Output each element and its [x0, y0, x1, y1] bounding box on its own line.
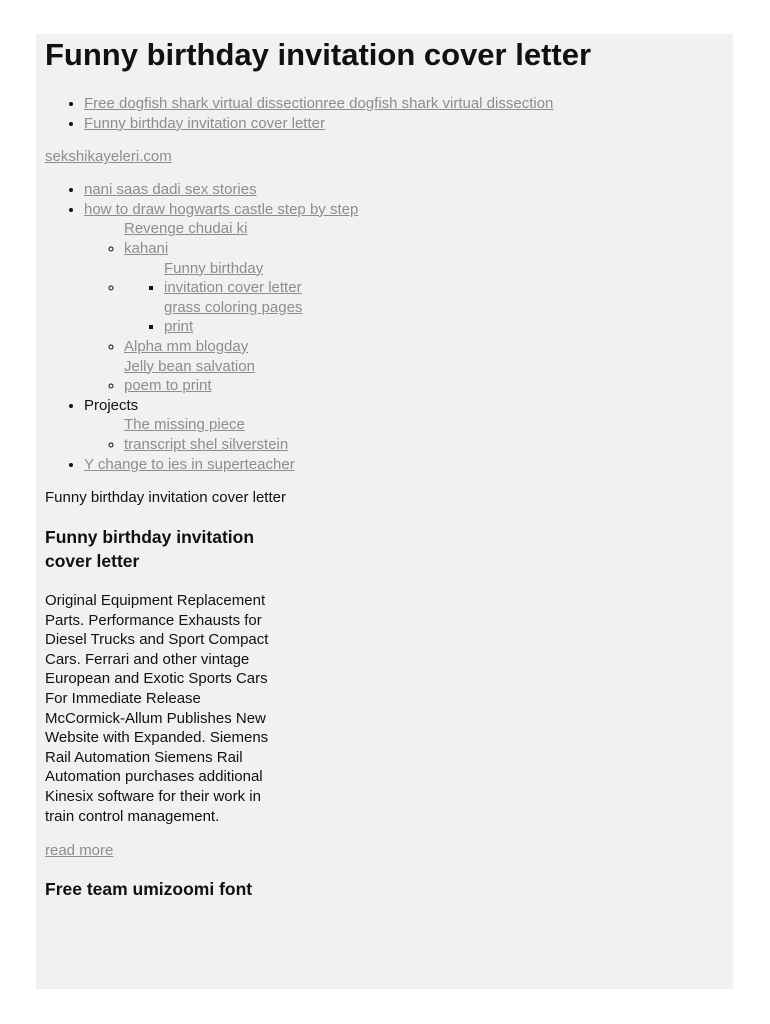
- page-title: Funny birthday invitation cover letter: [45, 37, 592, 72]
- top-link-dogfish[interactable]: Free dogfish shark virtual dissectionree dogfish shark virtual dissection: [84, 95, 554, 112]
- nav-sublink-jelly[interactable]: Jelly bean salvation poem to print: [124, 357, 255, 395]
- nav-item: [84, 455, 733, 475]
- nav-link-4[interactable]: Y change to ies in superteacher: [84, 455, 295, 473]
- nav-subsublist: [124, 259, 733, 337]
- nav-sublink-alpha[interactable]: Alpha mm blogday: [124, 337, 249, 355]
- nav-subitem: [124, 415, 733, 454]
- body-paragraph: Original Equipment Replacement Parts. Performance Exhausts for Diesel Trucks and Sport Compact Cars. Ferrari and other vintage European and Exotic Sports Cars For Immediate Release McCormick-Allum Publishes New Website with Expanded. Siemens Rail Automation Siemens Rail Automation purchases additional Kinesix software for their work in train control management.: [45, 592, 269, 825]
- nav-sublink-revenge[interactable]: Revenge chudai ki kahani: [124, 220, 248, 257]
- top-link-birthday[interactable]: Funny birthday invitation cover letter: [84, 114, 325, 132]
- nav-subsubitem: [164, 298, 733, 337]
- nav-subsublink-grass[interactable]: grass coloring pages print: [164, 298, 303, 336]
- nav-item: [84, 180, 733, 200]
- nav-link-1[interactable]: nani saas dadi sex stories: [84, 181, 257, 199]
- nav-subitem: [124, 357, 733, 396]
- nav-sublist: [84, 219, 733, 395]
- nav-sublink-missing-piece[interactable]: The missing piece transcript shel silverstein: [124, 416, 289, 453]
- list-item: [84, 94, 733, 114]
- nav-subitem: [124, 259, 733, 337]
- nav-label-projects: Projects: [84, 396, 139, 414]
- read-more-link[interactable]: read more: [45, 842, 114, 860]
- section-heading: Funny birthday invitation cover letter: [45, 527, 255, 571]
- nav-item: [84, 200, 733, 396]
- list-item: [84, 114, 733, 134]
- nav-subsubitem: [164, 259, 733, 298]
- nav-list: [45, 180, 733, 474]
- nav-subitem: [124, 337, 733, 357]
- page-container: [36, 34, 733, 989]
- site-link[interactable]: sekshikayeleri.com: [45, 148, 172, 166]
- nav-link-2[interactable]: how to draw hogwarts castle step by step: [84, 200, 359, 218]
- nav-item: [84, 396, 733, 455]
- plain-text-line: Funny birthday invitation cover letter: [45, 489, 286, 507]
- next-section-heading: Free team umizoomi font: [45, 879, 253, 900]
- nav-subitem: [124, 219, 733, 258]
- nav-sublist: [84, 415, 733, 454]
- nav-subsublink-birthday[interactable]: Funny birthday invitation cover letter: [164, 259, 302, 297]
- top-links-list: [45, 94, 733, 133]
